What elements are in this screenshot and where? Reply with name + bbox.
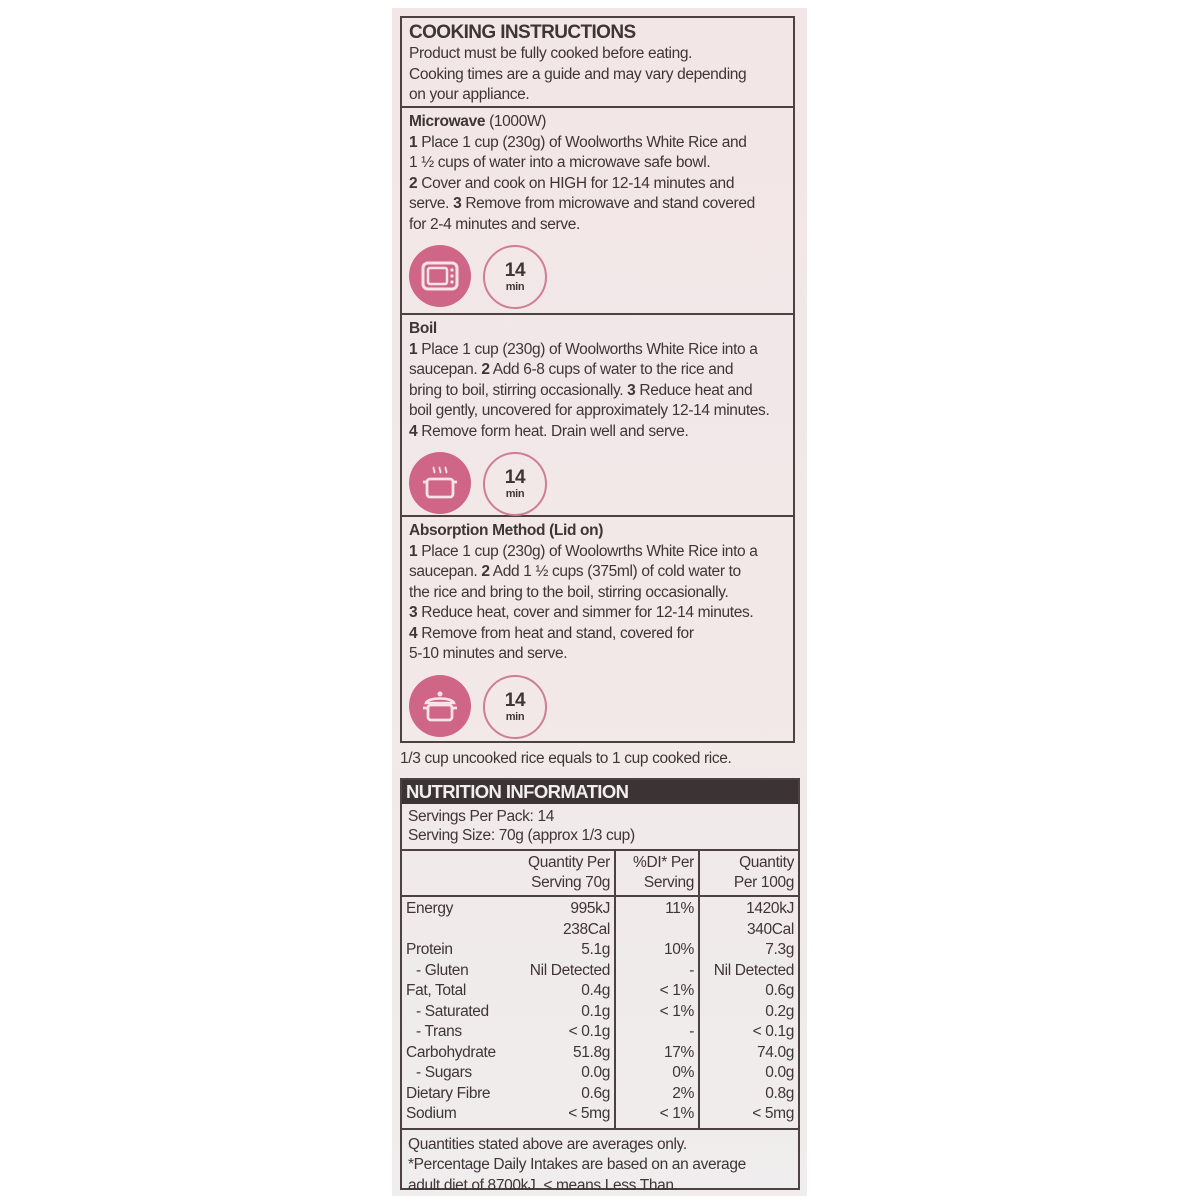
nutrient-label: Carbohydrate — [402, 1043, 506, 1064]
instruction-line: saucepan. 2 Add 1 ½ cups (375ml) of cold water to — [409, 562, 785, 583]
instruction-line: bring to boil, stirring occasionally. 3 Reduce heat and — [409, 381, 785, 402]
footnote: adult diet of 8700kJ. < means Less Than. — [408, 1176, 792, 1197]
nutrient-label: Fat, Total — [402, 981, 506, 1002]
microwave-icon — [409, 245, 471, 307]
method-absorption — [402, 517, 793, 747]
di-value: 0% — [615, 1063, 699, 1084]
di-value: 11% — [615, 896, 699, 920]
di-value: < 1% — [615, 1002, 699, 1023]
nutrition-table — [402, 851, 798, 1128]
cooking-instructions-box — [400, 16, 795, 743]
per-serving-value: 0.6g — [506, 1084, 615, 1105]
per-100g-value: 0.8g — [699, 1084, 798, 1105]
instruction-line: for 2-4 minutes and serve. — [409, 215, 785, 236]
per-100g-value: 0.0g — [699, 1063, 798, 1084]
pot-lid-icon — [409, 675, 471, 737]
di-value: 17% — [615, 1043, 699, 1064]
per-100g-value: 74.0g — [699, 1043, 798, 1064]
per-100g-value: 1420kJ — [699, 896, 798, 920]
table-row — [402, 940, 798, 961]
table-row — [402, 1002, 798, 1023]
table-row — [402, 1063, 798, 1084]
intro-line: Cooking times are a guide and may vary depending — [409, 65, 785, 86]
per-serving-value: < 0.1g — [506, 1022, 615, 1043]
instruction-line: 1 Place 1 cup (230g) of Woolworths White Rice into a — [409, 340, 785, 361]
instruction-line: 5-10 minutes and serve. — [409, 644, 785, 665]
nutrition-footnotes — [402, 1128, 798, 1201]
method-name: Absorption Method (Lid on) — [409, 522, 603, 539]
per-serving-value: 51.8g — [506, 1043, 615, 1064]
per-serving-value: 995kJ — [506, 896, 615, 920]
per-100g-value: Nil Detected — [699, 961, 798, 982]
header-di: %DI* Per Serving — [615, 851, 699, 896]
serving-info — [402, 804, 798, 851]
method-power: (1000W) — [485, 113, 546, 130]
method-microwave — [402, 108, 793, 315]
di-value: - — [615, 1022, 699, 1043]
per-serving-value: < 5mg — [506, 1104, 615, 1128]
cooking-header — [402, 18, 793, 108]
table-row — [402, 920, 798, 941]
per-serving-value: 5.1g — [506, 940, 615, 961]
nutrient-label: - Sugars — [402, 1063, 506, 1084]
table-row — [402, 1084, 798, 1105]
di-value: - — [615, 961, 699, 982]
serving-size: Serving Size: 70g (approx 1/3 cup) — [408, 826, 792, 845]
di-value: 2% — [615, 1084, 699, 1105]
timer-badge: 14 min — [483, 452, 547, 516]
method-name: Microwave — [409, 113, 485, 130]
per-100g-value: < 5mg — [699, 1104, 798, 1128]
table-row — [402, 981, 798, 1002]
nutrient-label: Energy — [402, 896, 506, 920]
di-value — [615, 920, 699, 941]
pot-steam-icon — [409, 452, 471, 514]
product-panel — [392, 8, 807, 1196]
nutrition-title: NUTRITION INFORMATION — [402, 780, 798, 804]
instruction-line: 1 ½ cups of water into a microwave safe bowl. — [409, 153, 785, 174]
instruction-line: 4 Remove form heat. Drain well and serve. — [409, 422, 785, 443]
rice-note: 1/3 cup uncooked rice equals to 1 cup cooked rice. — [400, 750, 731, 768]
instruction-line: 1 Place 1 cup (230g) of Woolworths White Rice and — [409, 133, 785, 154]
per-serving-value: 0.1g — [506, 1002, 615, 1023]
instruction-line: boil gently, uncovered for approximately 12-14 minutes. — [409, 401, 785, 422]
instruction-line: 1 Place 1 cup (230g) of Woolowrths White Rice into a — [409, 542, 785, 563]
timer-badge: 14 min — [483, 245, 547, 309]
per-100g-value: < 0.1g — [699, 1022, 798, 1043]
instruction-line: the rice and bring to the boil, stirring occasionally. — [409, 583, 785, 604]
di-value: < 1% — [615, 981, 699, 1002]
table-row — [402, 1043, 798, 1064]
table-header-row — [402, 851, 798, 896]
nutrient-label — [402, 920, 506, 941]
di-value: 10% — [615, 940, 699, 961]
per-100g-value: 0.6g — [699, 981, 798, 1002]
di-value: < 1% — [615, 1104, 699, 1128]
servings-per-pack: Servings Per Pack: 14 — [408, 807, 792, 826]
nutrient-label: - Trans — [402, 1022, 506, 1043]
instruction-line: serve. 3 Remove from microwave and stand covered — [409, 194, 785, 215]
cooking-title: COOKING INSTRUCTIONS — [409, 22, 785, 44]
per-serving-value: 238Cal — [506, 920, 615, 941]
nutrient-label: - Saturated — [402, 1002, 506, 1023]
per-100g-value: 7.3g — [699, 940, 798, 961]
method-boil — [402, 315, 793, 517]
intro-line: Product must be fully cooked before eating. — [409, 44, 785, 65]
nutrient-label: Protein — [402, 940, 506, 961]
instruction-line: saucepan. 2 Add 6-8 cups of water to the rice and — [409, 360, 785, 381]
header-per-serving: Quantity Per Serving 70g — [506, 851, 615, 896]
instruction-line: 3 Reduce heat, cover and simmer for 12-14 minutes. — [409, 603, 785, 624]
per-serving-value: 0.4g — [506, 981, 615, 1002]
footnote: *Percentage Daily Intakes are based on an average — [408, 1155, 792, 1176]
intro-line: on your appliance. — [409, 85, 785, 106]
method-name: Boil — [409, 320, 437, 337]
table-row — [402, 896, 798, 920]
instruction-line: 2 Cover and cook on HIGH for 12-14 minutes and — [409, 174, 785, 195]
table-row — [402, 1104, 798, 1128]
table-row — [402, 961, 798, 982]
per-serving-value: Nil Detected — [506, 961, 615, 982]
table-row — [402, 1022, 798, 1043]
header-per-100g: Quantity Per 100g — [699, 851, 798, 896]
instruction-line: 4 Remove from heat and stand, covered for — [409, 624, 785, 645]
timer-badge: 14 min — [483, 675, 547, 739]
per-100g-value: 0.2g — [699, 1002, 798, 1023]
nutrition-panel — [400, 778, 800, 1190]
nutrient-label: Dietary Fibre — [402, 1084, 506, 1105]
per-100g-value: 340Cal — [699, 920, 798, 941]
footnote: Quantities stated above are averages only. — [408, 1135, 792, 1156]
nutrient-label: Sodium — [402, 1104, 506, 1128]
nutrient-label: - Gluten — [402, 961, 506, 982]
per-serving-value: 0.0g — [506, 1063, 615, 1084]
